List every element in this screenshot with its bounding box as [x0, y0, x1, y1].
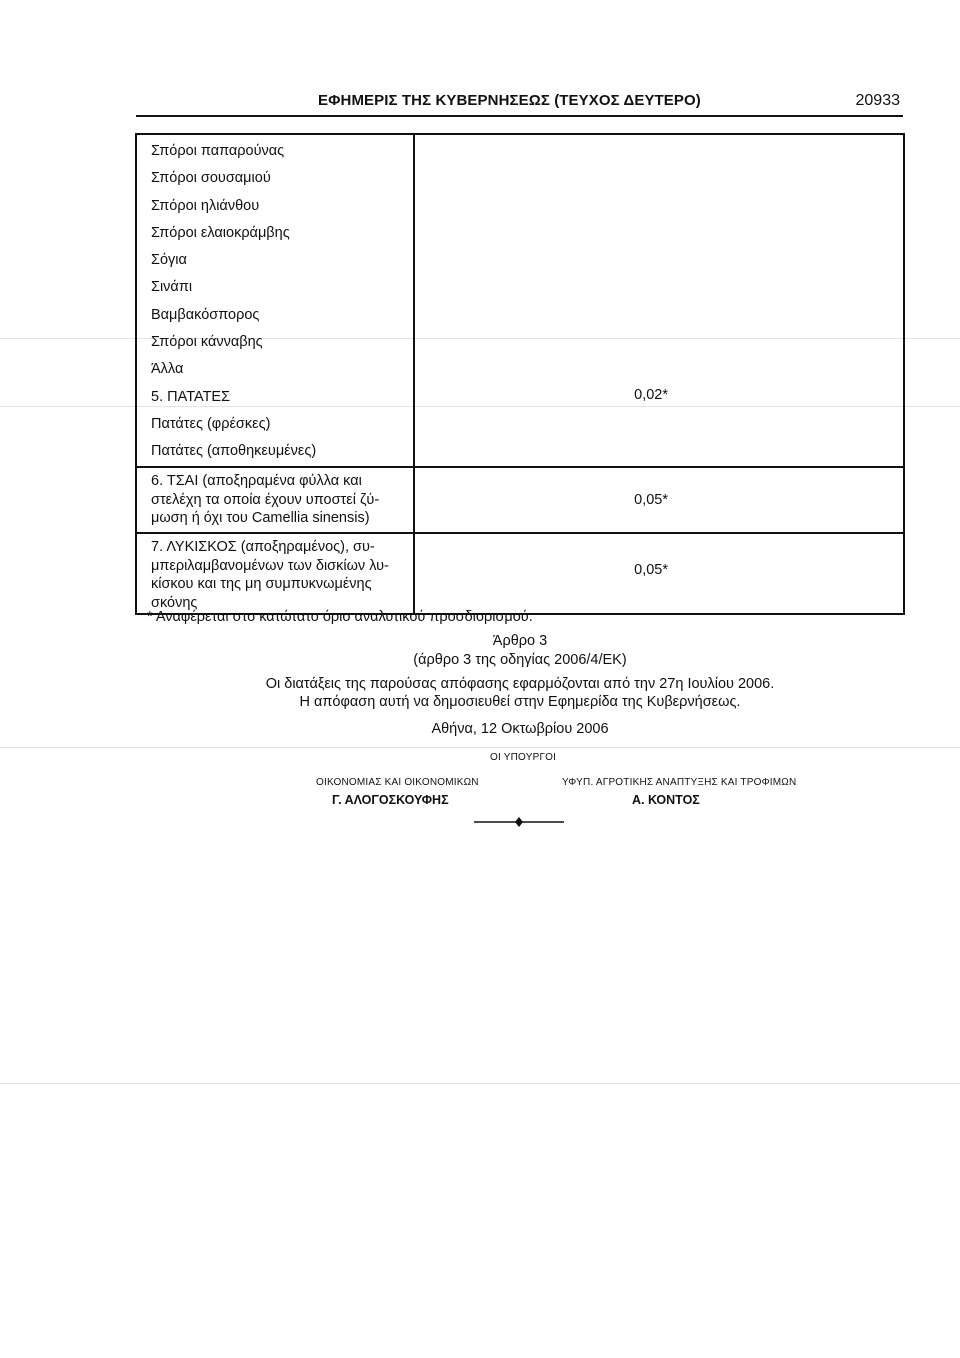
list-item: Σπόροι κάνναβης — [151, 334, 263, 351]
date-line: Αθήνα, 12 Οκτωβρίου 2006 — [431, 721, 609, 737]
licorice-value-cell — [414, 533, 904, 614]
licorice-value: 0,05* — [634, 562, 668, 579]
scan-line — [0, 1083, 960, 1084]
tea-cell — [136, 467, 414, 533]
text-line: στελέχη τα οποία έχουν υποστεί ζύ- — [151, 491, 380, 508]
table-row — [136, 134, 904, 467]
right-minister-name: Α. ΚΟΝΤΟΣ — [632, 793, 700, 807]
list-item: Σόγια — [151, 252, 187, 269]
list-item: Βαμβακόσπορος — [151, 306, 260, 323]
list-item: 5. ΠΑΤΑΤΕΣ — [151, 388, 231, 405]
header-rule — [136, 115, 903, 117]
limits-table — [135, 133, 905, 615]
list-item: Πατάτες (αποθηκευμένες) — [151, 443, 317, 460]
list-item: Σπόροι ηλιάνθου — [151, 197, 260, 214]
text-line: 7. ΛΥΚΙΣΚΟΣ (αποξηραμένος), συ- — [151, 539, 375, 556]
article-subtitle: (άρθρο 3 της οδηγίας 2006/4/ΕΚ) — [413, 652, 627, 668]
text-line: 6. ΤΣΑΙ (αποξηραμένα φύλλα και — [151, 473, 362, 490]
text-line: μωση ή όχι του Camellia sinensis) — [151, 510, 370, 527]
list-item: Σινάπι — [151, 279, 193, 296]
table-row — [136, 467, 904, 533]
list-item: Σπόροι σουσαμιού — [151, 170, 271, 187]
text-line: σκόνης — [151, 595, 198, 612]
list-item: Άλλα — [151, 361, 184, 378]
left-minister-name: Γ. ΑΛΟΓΟΣΚΟΥΦΗΣ — [332, 793, 449, 807]
text-line: μπεριλαμβανομένων των δισκίων λυ- — [151, 557, 389, 574]
text-line: κίσκου και της μη συμπυκνωμένης — [151, 576, 372, 593]
article-line-2: Η απόφαση αυτή να δημοσιευθεί στην Εφημερίδα της Κυβερνήσεως. — [299, 694, 741, 710]
table-row — [136, 533, 904, 614]
licorice-cell — [136, 533, 414, 614]
signatures-heading: ΟΙ ΥΠΟΥΡΓΟΙ — [490, 752, 557, 763]
right-minister-title: ΥΦΥΠ. ΑΓΡΟΤΙΚΗΣ ΑΝΑΠΤΥΞΗΣ ΚΑΙ ΤΡΟΦΙΜΩΝ — [562, 777, 797, 788]
scan-line — [0, 747, 960, 748]
potatoes-value: 0,02* — [634, 387, 668, 403]
list-item: Πατάτες (φρέσκες) — [151, 415, 271, 432]
tea-value: 0,05* — [634, 492, 668, 509]
article-line-1: Οι διατάξεις της παρούσας απόφασης εφαρμόζονται από την 27η Ιουλίου 2006. — [265, 676, 775, 692]
list-item: Σπόροι παπαρούνας — [151, 143, 285, 159]
list-item — [151, 468, 405, 528]
page-number: 20933 — [855, 92, 900, 109]
tea-value-cell — [414, 467, 904, 533]
list-item: Σπόροι ελαιοκράμβης — [151, 224, 290, 241]
product-names-cell — [136, 134, 414, 467]
values-cell — [414, 134, 904, 467]
left-minister-title: ΟΙΚΟΝΟΜΙΑΣ ΚΑΙ ΟΙΚΟΝΟΜΙΚΩΝ — [316, 777, 479, 788]
list-item — [151, 534, 405, 612]
footnote: * Αναφέρεται στο κατώτατο όριο αναλυτικού προσδιορισμού. — [147, 609, 533, 625]
end-ornament — [474, 812, 564, 832]
article-title: Άρθρο 3 — [492, 633, 548, 649]
gazette-title: ΕΦΗΜΕΡΙΣ ΤΗΣ ΚΥΒΕΡΝΗΣΕΩΣ (ΤΕΥΧΟΣ ΔΕΥΤΕΡΟ) — [318, 92, 701, 109]
